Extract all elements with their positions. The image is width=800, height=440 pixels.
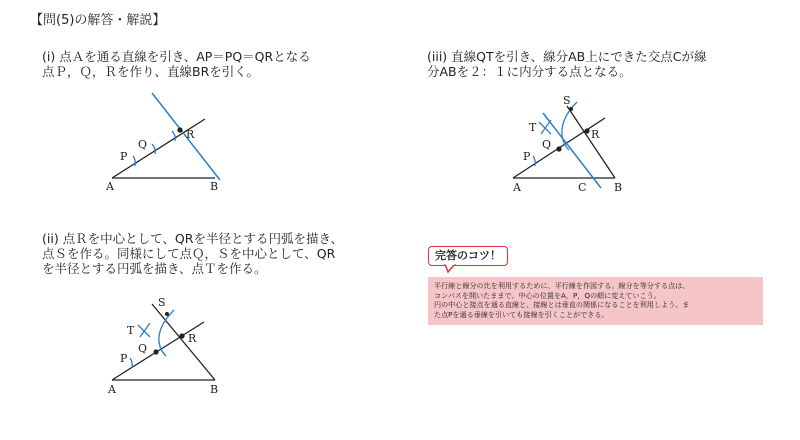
page-heading: 【問(5)の解答・解説】 (30, 13, 166, 28)
point-s (569, 107, 573, 111)
point-r (179, 333, 184, 338)
label-p: P (120, 352, 128, 365)
line-br (567, 106, 615, 178)
label-p: P (120, 150, 128, 163)
label-b: B (614, 181, 623, 194)
point-r (177, 127, 182, 132)
figure-step-1 (100, 88, 260, 198)
step-3-text (427, 49, 706, 79)
step-3-line-1: (iii) 直線QTを引き、線分AB上にできた交点Cが線 (427, 49, 707, 64)
badge-pointer-icon (444, 264, 456, 273)
figure-step-2 (100, 292, 250, 402)
step-2-line-3: を半径とする円弧を描き、点Ｔを作る。 (42, 261, 267, 276)
tip-line-2: コンパスを開いたままで、中心の位置をA，P，Qの順に変えていこう。 (434, 290, 661, 300)
tip-badge: 完答のコツ！ (428, 246, 508, 266)
point-s (165, 312, 169, 316)
figure-step-3 (505, 88, 655, 198)
label-t: T (529, 121, 537, 134)
label-r: R (186, 128, 195, 141)
label-b: B (210, 180, 219, 193)
label-r: R (591, 128, 600, 141)
label-q: Q (138, 342, 148, 355)
tip-line-3: 円の中心と接点を通る直線と、接線とは垂直の関係になることを利用しよう。ま (434, 300, 690, 309)
arc-from-r (159, 310, 174, 356)
label-p: P (523, 150, 531, 163)
step-1-line-2: 点Ｐ，Ｑ，Ｒを作り、直線BRを引く。 (42, 64, 260, 79)
point-r (584, 128, 589, 133)
point-q (556, 146, 561, 151)
label-s: S (563, 94, 571, 107)
step-2-line-1: (ii) 点Ｒを中心として、QRを半径とする円弧を描き、 (42, 231, 343, 246)
label-a: A (106, 180, 114, 193)
step-2-text (42, 231, 343, 276)
step-3-line-2: 分ABを２：１に内分する点となる。 (427, 64, 632, 79)
tip-box (428, 277, 763, 325)
line-qt (543, 113, 601, 188)
line-br (152, 304, 215, 380)
tip-line-4: た点Pを通る垂線を引いても接線を引くことができる。 (434, 309, 609, 319)
label-b: B (210, 383, 219, 396)
step-1-text (42, 49, 311, 79)
label-r: R (188, 332, 197, 345)
label-s: S (158, 296, 166, 309)
label-t: T (127, 324, 135, 337)
point-q (153, 349, 158, 354)
label-q: Q (542, 138, 552, 151)
tip-line-1: 平行線と線分の比を利用するために、平行線を作図する。線分を等分する点は、 (434, 281, 690, 290)
arc-tick-p (130, 358, 132, 368)
label-a: A (513, 181, 521, 194)
step-1-line-1: (i) 点Ａを通る直線を引き、AP＝PQ＝QRとなる (42, 49, 311, 64)
step-2-line-2: 点Ｓを作る。同様にして点Ｑ，Ｓを中心として、QR (42, 246, 336, 261)
label-q: Q (138, 138, 148, 151)
label-c: C (578, 181, 587, 194)
label-a: A (108, 383, 116, 396)
